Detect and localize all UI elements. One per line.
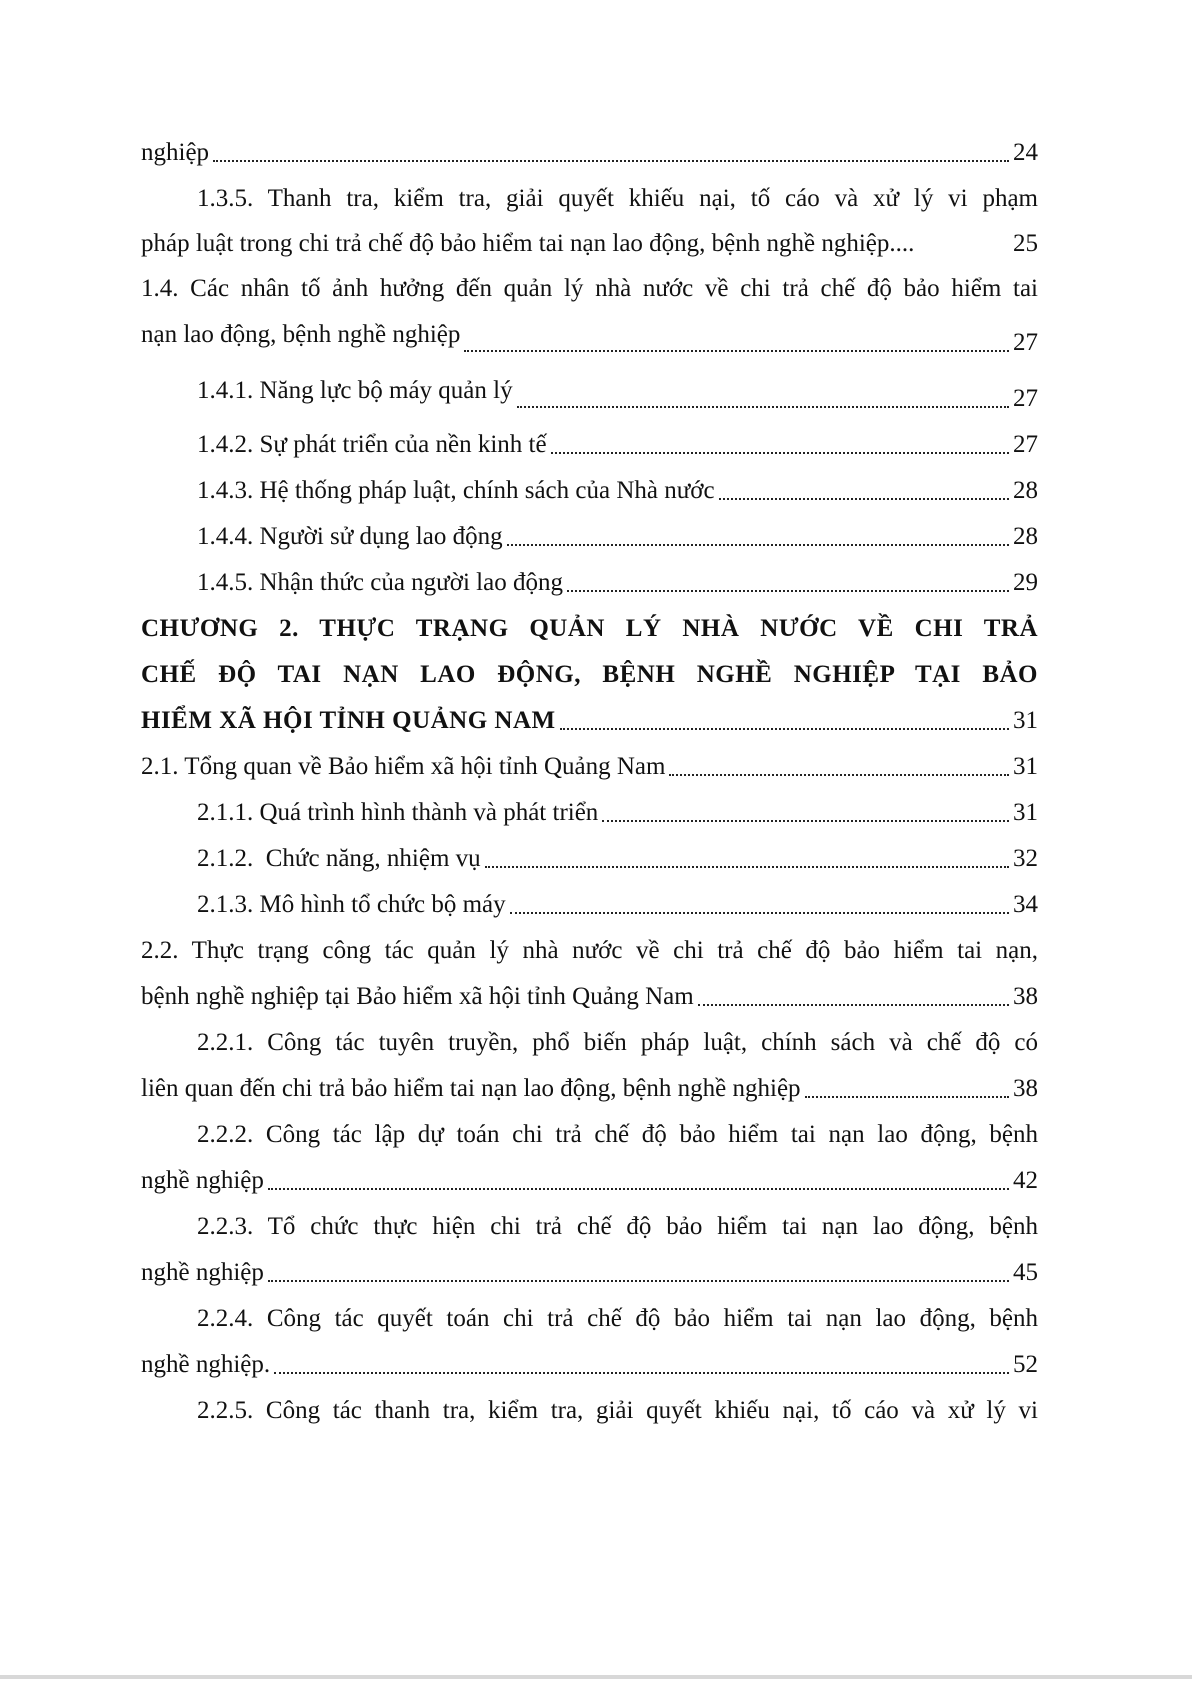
toc-entry bbox=[141, 706, 1038, 736]
toc-entry-text: 2.2.4. Công tác quyết toán chi trả chế độ bảo hiểm tai nạn lao động, bệnh bbox=[197, 1305, 1038, 1332]
toc-entry-text: 1.3.5. Thanh tra, kiểm tra, giải quyết khiếu nại, tố cáo và xử lý vi phạm bbox=[197, 185, 1038, 212]
toc-entry bbox=[141, 430, 1038, 460]
toc-page-number: 38 bbox=[1013, 983, 1038, 1010]
toc-entry bbox=[141, 229, 1038, 259]
toc-page-number: 42 bbox=[1013, 1167, 1038, 1194]
toc-entry-text: liên quan đến chi trả bảo hiểm tai nạn lao động, bệnh nghề nghiệp bbox=[141, 1075, 801, 1102]
toc-entry-text: 1.4.3. Hệ thống pháp luật, chính sách của Nhà nước bbox=[197, 477, 715, 504]
dot-leader bbox=[551, 452, 1009, 454]
toc-entry bbox=[141, 320, 1038, 358]
toc-entry bbox=[141, 1028, 1038, 1058]
toc-entry-text: nghiệp bbox=[141, 139, 210, 166]
toc-entry-text: 2.1. Tổng quan về Bảo hiểm xã hội tỉnh Quảng Nam bbox=[141, 753, 666, 780]
toc-entry-text: 1.4.4. Người sử dụng lao động bbox=[197, 523, 503, 550]
toc-entry bbox=[141, 1304, 1038, 1334]
toc-page-number: 31 bbox=[1013, 799, 1038, 826]
toc-entry bbox=[141, 798, 1038, 828]
dot-leader bbox=[719, 498, 1009, 500]
toc-page-number: 28 bbox=[1013, 523, 1038, 550]
toc-page-number: 34 bbox=[1013, 891, 1038, 918]
toc-entry bbox=[141, 1258, 1038, 1288]
table-of-contents bbox=[141, 138, 1038, 1426]
dot-leader bbox=[669, 774, 1009, 776]
toc-entry-text: nghề nghiệp. bbox=[141, 1351, 271, 1378]
dot-leader bbox=[805, 1096, 1009, 1098]
toc-entry-text: HIỂM XÃ HỘI TỈNH QUẢNG NAM bbox=[141, 707, 556, 734]
toc-entry bbox=[141, 522, 1038, 552]
toc-entry bbox=[141, 752, 1038, 782]
toc-page-number: 32 bbox=[1013, 845, 1038, 872]
toc-entry-text: 1.4. Các nhân tố ảnh hưởng đến quản lý nhà nước về chi trả chế độ bảo hiểm tai bbox=[141, 275, 1038, 302]
dot-leader bbox=[602, 820, 1009, 822]
toc-page-number: 29 bbox=[1013, 569, 1038, 596]
toc-page-number: 27 bbox=[1013, 385, 1038, 412]
dot-leader bbox=[507, 544, 1009, 546]
toc-page-number: 27 bbox=[1013, 329, 1038, 356]
toc-entry bbox=[141, 1166, 1038, 1196]
toc-entry-text: 2.2.3. Tổ chức thực hiện chi trả chế độ bảo hiểm tai nạn lao động, bệnh bbox=[197, 1213, 1038, 1240]
dot-leader bbox=[268, 1188, 1009, 1190]
toc-entry bbox=[141, 138, 1038, 168]
page-bottom-edge bbox=[0, 1675, 1192, 1679]
toc-page-number: 25 bbox=[1013, 230, 1038, 257]
toc-page-number: 28 bbox=[1013, 477, 1038, 504]
toc-entry bbox=[141, 890, 1038, 920]
dot-leader bbox=[485, 866, 1009, 868]
dot-leader bbox=[567, 590, 1009, 592]
toc-entry bbox=[141, 936, 1038, 966]
dot-leader bbox=[274, 1372, 1009, 1374]
toc-entry-text: 2.1.2. Chức năng, nhiệm vụ bbox=[197, 845, 481, 872]
dot-leader bbox=[268, 1280, 1009, 1282]
toc-entry-text: 1.4.1. Năng lực bộ máy quản lý bbox=[197, 377, 513, 404]
toc-entry-text: 1.4.2. Sự phát triển của nền kinh tế bbox=[197, 431, 547, 458]
toc-entry-text: nạn lao động, bệnh nghề nghiệp bbox=[141, 321, 461, 348]
toc-page-number: 52 bbox=[1013, 1351, 1038, 1378]
toc-entry bbox=[141, 1120, 1038, 1150]
toc-entry-text: bệnh nghề nghiệp tại Bảo hiểm xã hội tỉnh Quảng Nam bbox=[141, 983, 694, 1010]
toc-page-number: 31 bbox=[1013, 753, 1038, 780]
toc-page-number: 38 bbox=[1013, 1075, 1038, 1102]
toc-entry-text: pháp luật trong chi trả chế độ bảo hiểm tai nạn lao động, bệnh nghề nghiệp.... bbox=[141, 230, 915, 257]
toc-entry bbox=[141, 568, 1038, 598]
toc-entry bbox=[141, 1212, 1038, 1242]
toc-entry bbox=[141, 376, 1038, 414]
toc-entry-text: 2.2.2. Công tác lập dự toán chi trả chế độ bảo hiểm tai nạn lao động, bệnh bbox=[197, 1121, 1038, 1148]
toc-entry bbox=[141, 1074, 1038, 1104]
toc-entry-text: CHẾ ĐỘ TAI NẠN LAO ĐỘNG, BỆNH NGHỀ NGHIỆP TẠI BẢO bbox=[141, 661, 1038, 688]
toc-entry-text: 1.4.5. Nhận thức của người lao động bbox=[197, 569, 563, 596]
toc-page-number: 31 bbox=[1013, 707, 1038, 734]
toc-page-number: 27 bbox=[1013, 431, 1038, 458]
chapter-heading bbox=[141, 614, 1038, 644]
toc-entry-text: 2.2.1. Công tác tuyên truyền, phổ biến pháp luật, chính sách và chế độ có bbox=[197, 1029, 1038, 1056]
toc-entry-text: CHƯƠNG 2. THỰC TRẠNG QUẢN LÝ NHÀ NƯỚC VỀ CHI TRẢ bbox=[141, 615, 1038, 642]
toc-entry bbox=[141, 184, 1038, 214]
toc-entry-text: 2.1.3. Mô hình tổ chức bộ máy bbox=[197, 891, 506, 918]
dot-leader bbox=[560, 728, 1009, 730]
dot-leader bbox=[213, 160, 1009, 162]
dot-leader bbox=[464, 350, 1009, 352]
toc-page-number: 45 bbox=[1013, 1259, 1038, 1286]
chapter-heading bbox=[141, 660, 1038, 690]
toc-entry bbox=[141, 476, 1038, 506]
dot-leader bbox=[517, 406, 1009, 408]
toc-entry bbox=[141, 274, 1038, 304]
toc-page-number: 24 bbox=[1013, 139, 1038, 166]
toc-entry bbox=[141, 844, 1038, 874]
toc-entry bbox=[141, 1350, 1038, 1380]
dot-leader bbox=[698, 1004, 1009, 1006]
toc-entry bbox=[141, 982, 1038, 1012]
toc-entry bbox=[141, 1396, 1038, 1426]
dot-leader bbox=[510, 912, 1009, 914]
toc-entry-text: nghề nghiệp bbox=[141, 1259, 264, 1286]
toc-entry-text: 2.2.5. Công tác thanh tra, kiểm tra, giải quyết khiếu nại, tố cáo và xử lý vi bbox=[197, 1397, 1038, 1424]
toc-entry-text: 2.1.1. Quá trình hình thành và phát triển bbox=[197, 799, 599, 826]
toc-entry-text: 2.2. Thực trạng công tác quản lý nhà nước về chi trả chế độ bảo hiểm tai nạn, bbox=[141, 937, 1038, 964]
toc-entry-text: nghề nghiệp bbox=[141, 1167, 264, 1194]
